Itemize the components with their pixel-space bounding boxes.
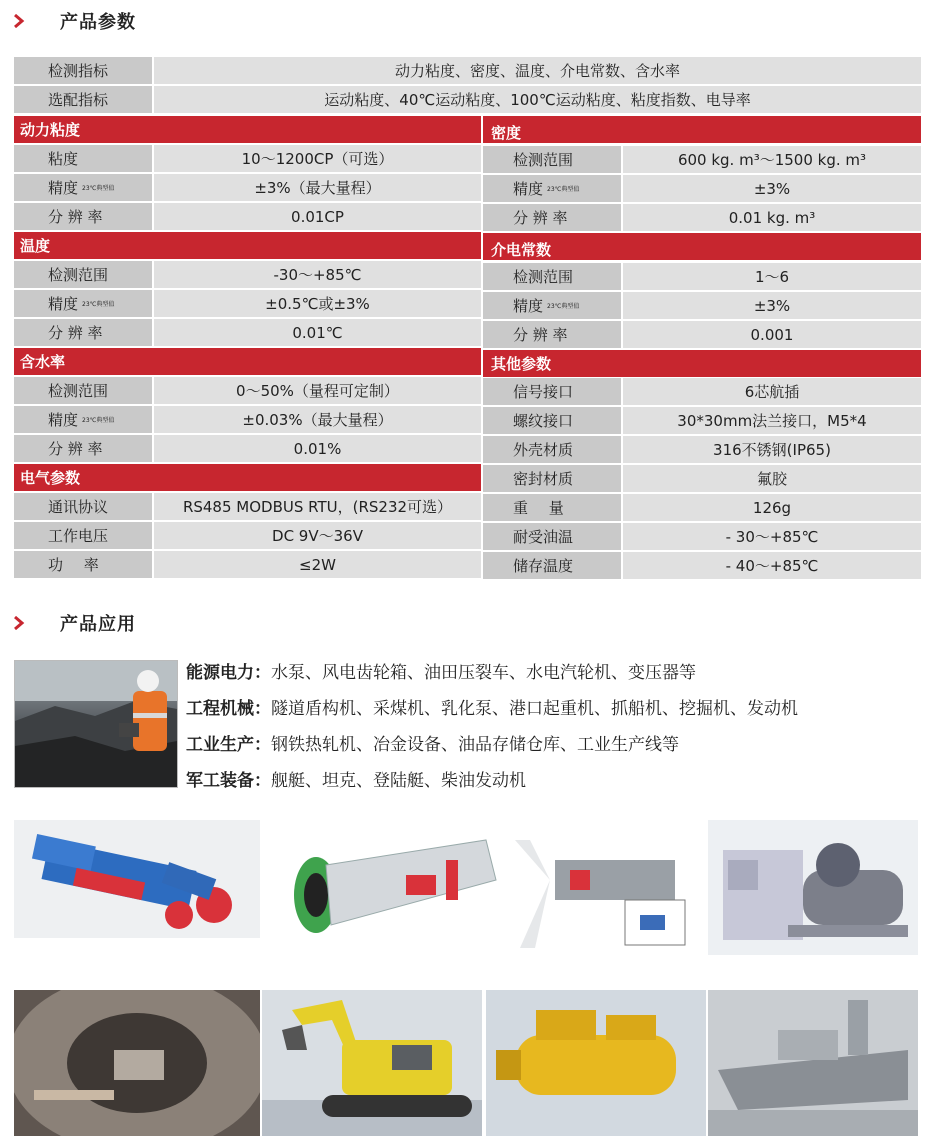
param-row — [483, 146, 921, 173]
group-title-dynamic-viscosity: 动力粘度 — [14, 116, 481, 143]
param-value: DC 9V～36V — [154, 522, 481, 549]
chevron-right-icon — [12, 14, 26, 28]
param-value: ±0.03%（最大量程） — [154, 406, 481, 433]
param-row — [14, 261, 481, 288]
group-title-water-content: 含水率 — [14, 348, 481, 375]
param-label: 粘度 — [14, 145, 152, 172]
param-row — [483, 552, 921, 579]
param-value: ±3% — [623, 175, 921, 202]
group-title-other: 其他参数 — [483, 350, 921, 377]
param-value: -30～+85℃ — [154, 261, 481, 288]
param-label: 精度 23℃典型值 — [14, 290, 152, 317]
param-row — [483, 494, 921, 521]
param-row — [483, 407, 921, 434]
param-row — [14, 377, 481, 404]
app-items: 舰艇、坦克、登陆艇、柴油发动机 — [271, 771, 526, 791]
param-value: 126g — [623, 494, 921, 521]
list-item — [186, 763, 798, 799]
param-value: 0.01CP — [154, 203, 481, 230]
group-title-electrical: 电气参数 — [14, 464, 481, 491]
param-value: ±3%（最大量程） — [154, 174, 481, 201]
detect-indicators-value: 动力粘度、密度、温度、介电常数、含水率 — [154, 57, 921, 84]
apps-section-header — [12, 610, 136, 636]
param-row — [483, 175, 921, 202]
param-row — [14, 406, 481, 433]
param-label: 储存温度 — [483, 552, 621, 579]
param-value: ≤2W — [154, 551, 481, 578]
param-label: 重 量 — [483, 494, 621, 521]
group-title-density: 密度 — [483, 116, 921, 143]
param-label: 精度 23℃典型值 — [14, 174, 152, 201]
param-row — [14, 145, 481, 172]
param-value: RS485 MODBUS RTU，(RS232可选） — [154, 493, 481, 520]
hydraulic-pump-image — [486, 990, 706, 1136]
param-label: 螺纹接口 — [483, 407, 621, 434]
detect-indicators-row — [14, 57, 921, 84]
param-label: 检测范围 — [483, 263, 621, 290]
list-item — [186, 727, 798, 763]
param-label: 耐受油温 — [483, 523, 621, 550]
optional-indicators-value: 运动粘度、40℃运动粘度、100℃运动粘度、粘度指数、电导率 — [154, 86, 921, 113]
param-label: 精度 23℃典型值 — [14, 406, 152, 433]
param-row — [14, 319, 481, 346]
param-row — [14, 551, 481, 578]
param-label: 外壳材质 — [483, 436, 621, 463]
param-row — [14, 435, 481, 462]
app-category: 工程机械： — [186, 699, 271, 719]
param-value: 600 kg. m³～1500 kg. m³ — [623, 146, 921, 173]
params-section-header — [12, 8, 136, 34]
param-value: 1～6 — [623, 263, 921, 290]
param-label: 分 辨 率 — [483, 204, 621, 231]
param-label: 检测范围 — [483, 146, 621, 173]
param-label: 检测范围 — [14, 377, 152, 404]
param-value: - 40～+85℃ — [623, 552, 921, 579]
tunnel-boring-machine-image — [286, 820, 506, 938]
param-label: 检测范围 — [14, 261, 152, 288]
param-label: 密封材质 — [483, 465, 621, 492]
precision-note: 23℃典型值 — [82, 417, 115, 424]
param-label: 工作电压 — [14, 522, 152, 549]
param-row — [483, 204, 921, 231]
param-value: 10～1200CP（可选） — [154, 145, 481, 172]
param-value: 0.001 — [623, 321, 921, 348]
chevron-right-icon — [12, 616, 26, 630]
param-row — [483, 523, 921, 550]
param-label: 信号接口 — [483, 378, 621, 405]
param-row — [14, 290, 481, 317]
param-value: ±3% — [623, 292, 921, 319]
precision-note: 23℃典型值 — [82, 301, 115, 308]
optional-indicators-label: 选配指标 — [14, 86, 152, 113]
param-value: 0.01℃ — [154, 319, 481, 346]
param-label: 功 率 — [14, 551, 152, 578]
group-title-dielectric: 介电常数 — [483, 233, 921, 260]
param-label: 分 辨 率 — [14, 435, 152, 462]
param-value: 316不锈钢(IP65) — [623, 436, 921, 463]
param-value: 氟胶 — [623, 465, 921, 492]
chiller-unit-image — [708, 820, 918, 955]
excavator-image — [262, 990, 482, 1136]
param-label: 精度 23℃典型值 — [483, 292, 621, 319]
param-value: - 30～+85℃ — [623, 523, 921, 550]
param-row — [483, 465, 921, 492]
param-value: 6芯航插 — [623, 378, 921, 405]
apps-section-title: 产品应用 — [60, 614, 136, 635]
param-value: 30*30mm法兰接口，M5*4 — [623, 407, 921, 434]
optional-indicators-row — [14, 86, 921, 113]
param-value: 0.01% — [154, 435, 481, 462]
app-items: 隧道盾构机、采煤机、乳化泵、港口起重机、抓船机、挖掘机、发动机 — [271, 699, 798, 719]
param-label: 分 辨 率 — [14, 319, 152, 346]
shearer-image — [14, 820, 260, 938]
warship-image — [708, 990, 918, 1136]
param-row — [483, 321, 921, 348]
param-row — [14, 522, 481, 549]
param-row — [14, 174, 481, 201]
app-category: 工业生产： — [186, 735, 271, 755]
tunnel-interior-image — [14, 990, 260, 1136]
param-label: 通讯协议 — [14, 493, 152, 520]
detect-indicators-label: 检测指标 — [14, 57, 152, 84]
param-row — [483, 263, 921, 290]
param-value: ±0.5℃或±3% — [154, 290, 481, 317]
app-items: 水泵、风电齿轮箱、油田压裂车、水电汽轮机、变压器等 — [271, 663, 696, 683]
app-category: 军工装备： — [186, 771, 271, 791]
wind-turbine-gearbox-image — [510, 820, 704, 950]
param-value: 0.01 kg. m³ — [623, 204, 921, 231]
group-title-temperature: 温度 — [14, 232, 481, 259]
list-item — [186, 691, 798, 727]
precision-note: 23℃典型值 — [547, 186, 580, 193]
precision-note: 23℃典型值 — [82, 185, 115, 192]
param-row — [14, 203, 481, 230]
list-item — [186, 655, 798, 691]
param-row — [483, 436, 921, 463]
param-label: 分 辨 率 — [14, 203, 152, 230]
param-row — [14, 493, 481, 520]
app-items: 钢铁热轧机、冶金设备、油品存储仓库、工业生产线等 — [271, 735, 679, 755]
applications-list — [186, 655, 798, 799]
param-row — [483, 292, 921, 319]
precision-note: 23℃典型值 — [547, 303, 580, 310]
param-value: 0～50%（量程可定制） — [154, 377, 481, 404]
param-row — [483, 378, 921, 405]
app-category: 能源电力： — [186, 663, 271, 683]
param-label: 分 辨 率 — [483, 321, 621, 348]
params-section-title: 产品参数 — [60, 12, 136, 33]
worker-photo — [14, 660, 178, 788]
param-label: 精度 23℃典型值 — [483, 175, 621, 202]
